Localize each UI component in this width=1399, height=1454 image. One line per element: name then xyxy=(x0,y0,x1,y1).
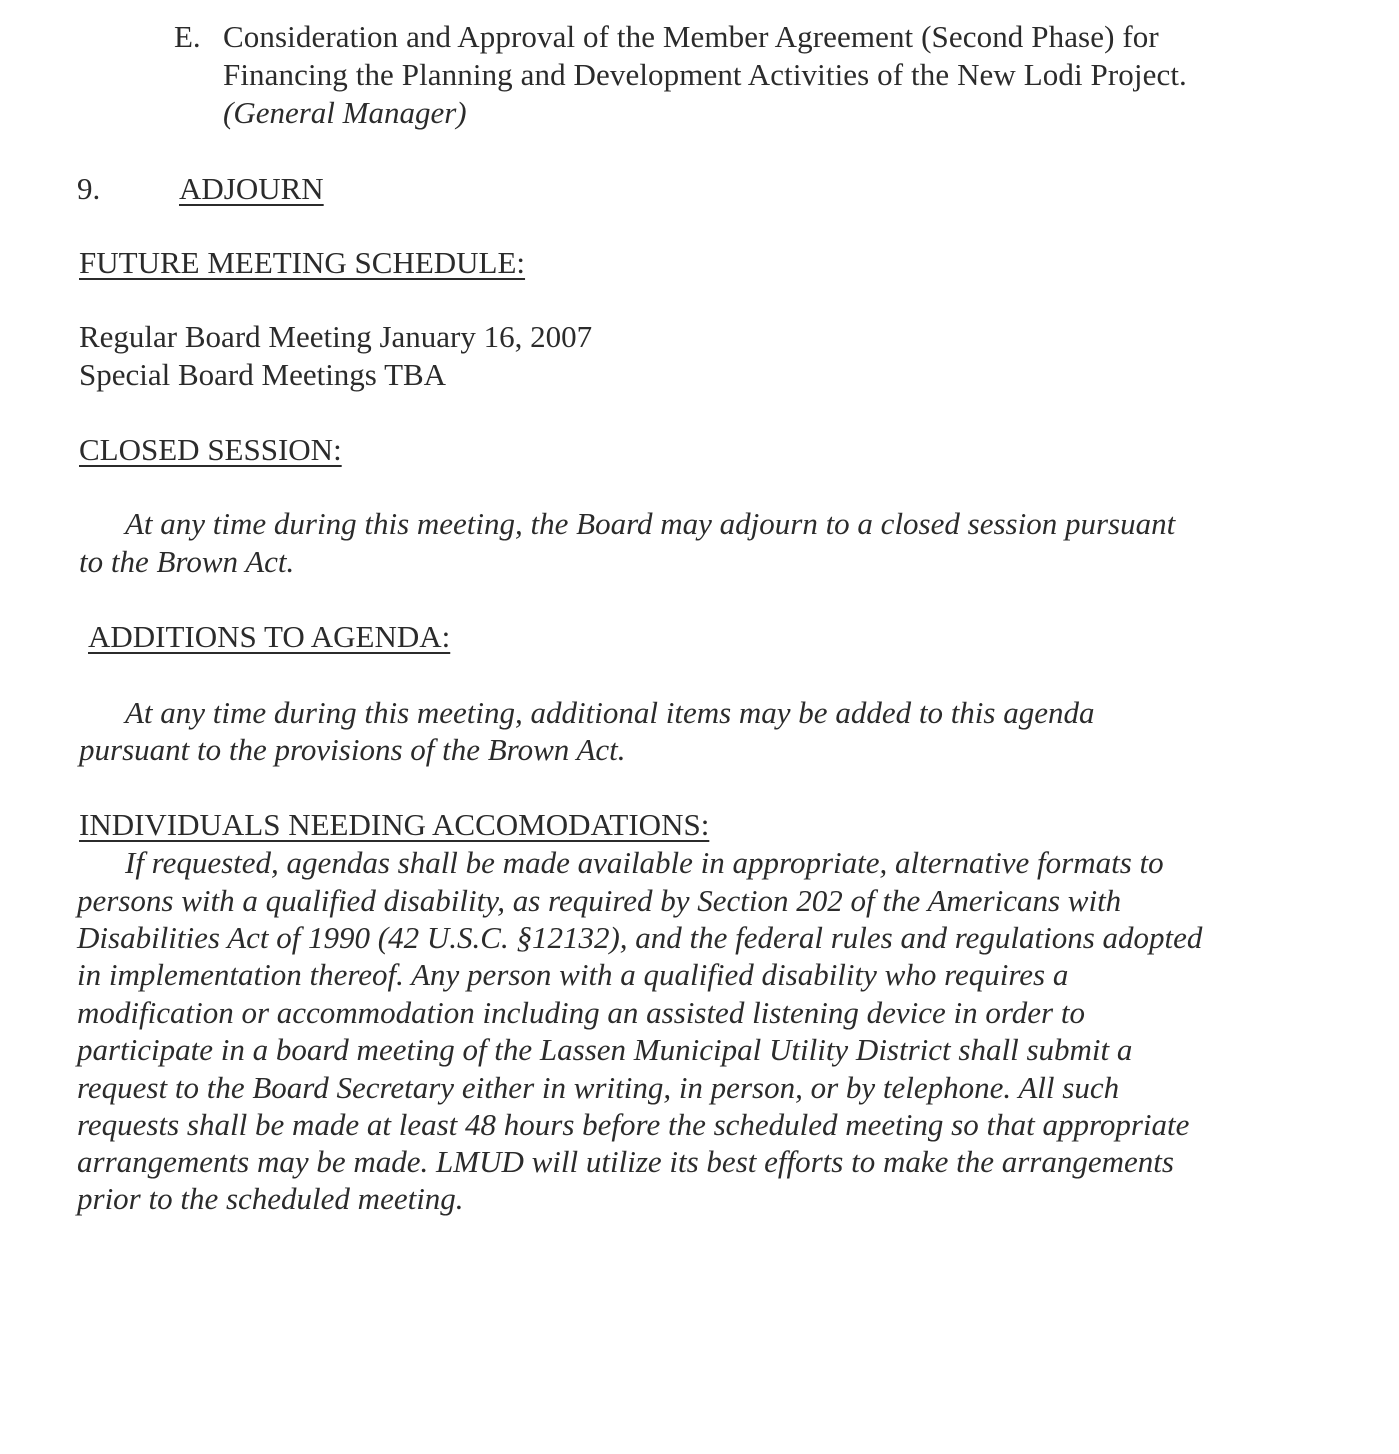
accommodations-heading: INDIVIDUALS NEEDING ACCOMODATIONS: xyxy=(79,807,710,842)
additions-line-2: pursuant to the provisions of the Brown Act. xyxy=(79,732,626,767)
future-meeting-heading: FUTURE MEETING SCHEDULE: xyxy=(79,245,526,280)
adjourn-number: 9. xyxy=(77,171,101,206)
accommodations-line: modification or accommodation including an assisted listening device in order to xyxy=(77,995,1085,1030)
closed-session-line-2: to the Brown Act. xyxy=(79,544,295,579)
item-e-marker: E. xyxy=(174,19,201,54)
additions-line-1: At any time during this meeting, additional items may be added to this agenda xyxy=(125,695,1095,730)
additions-heading: ADDITIONS TO AGENDA: xyxy=(88,619,451,654)
closed-session-heading: CLOSED SESSION: xyxy=(79,432,342,467)
accommodations-line: arrangements may be made. LMUD will utilize its best efforts to make the arrangements xyxy=(77,1144,1174,1179)
item-e-presenter: (General Manager) xyxy=(223,95,467,130)
accommodations-line: requests shall be made at least 48 hours before the scheduled meeting so that appropriate xyxy=(77,1107,1190,1142)
accommodations-line: Disabilities Act of 1990 (42 U.S.C. §12132), and the federal rules and regulations adopted xyxy=(77,920,1203,955)
accommodations-line: If requested, agendas shall be made available in appropriate, alternative formats to xyxy=(125,845,1164,880)
accommodations-line: prior to the scheduled meeting. xyxy=(77,1181,464,1216)
accommodations-line: request to the Board Secretary either in writing, in person, or by telephone. All such xyxy=(77,1070,1120,1105)
closed-session-line-1: At any time during this meeting, the Board may adjourn to a closed session pursuant xyxy=(125,506,1176,541)
accommodations-line: in implementation thereof. Any person with a qualified disability who requires a xyxy=(77,957,1069,992)
future-meeting-line-1: Regular Board Meeting January 16, 2007 xyxy=(79,319,593,354)
item-e-line-1: Consideration and Approval of the Member Agreement (Second Phase) for xyxy=(223,19,1159,54)
item-e-line-2: Financing the Planning and Development Activities of the New Lodi Project. xyxy=(223,57,1187,92)
accommodations-line: persons with a qualified disability, as required by Section 202 of the Americans with xyxy=(77,883,1122,918)
adjourn-heading: ADJOURN xyxy=(179,171,324,206)
future-meeting-line-2: Special Board Meetings TBA xyxy=(79,357,447,392)
accommodations-line: participate in a board meeting of the Lassen Municipal Utility District shall submit a xyxy=(77,1032,1133,1067)
